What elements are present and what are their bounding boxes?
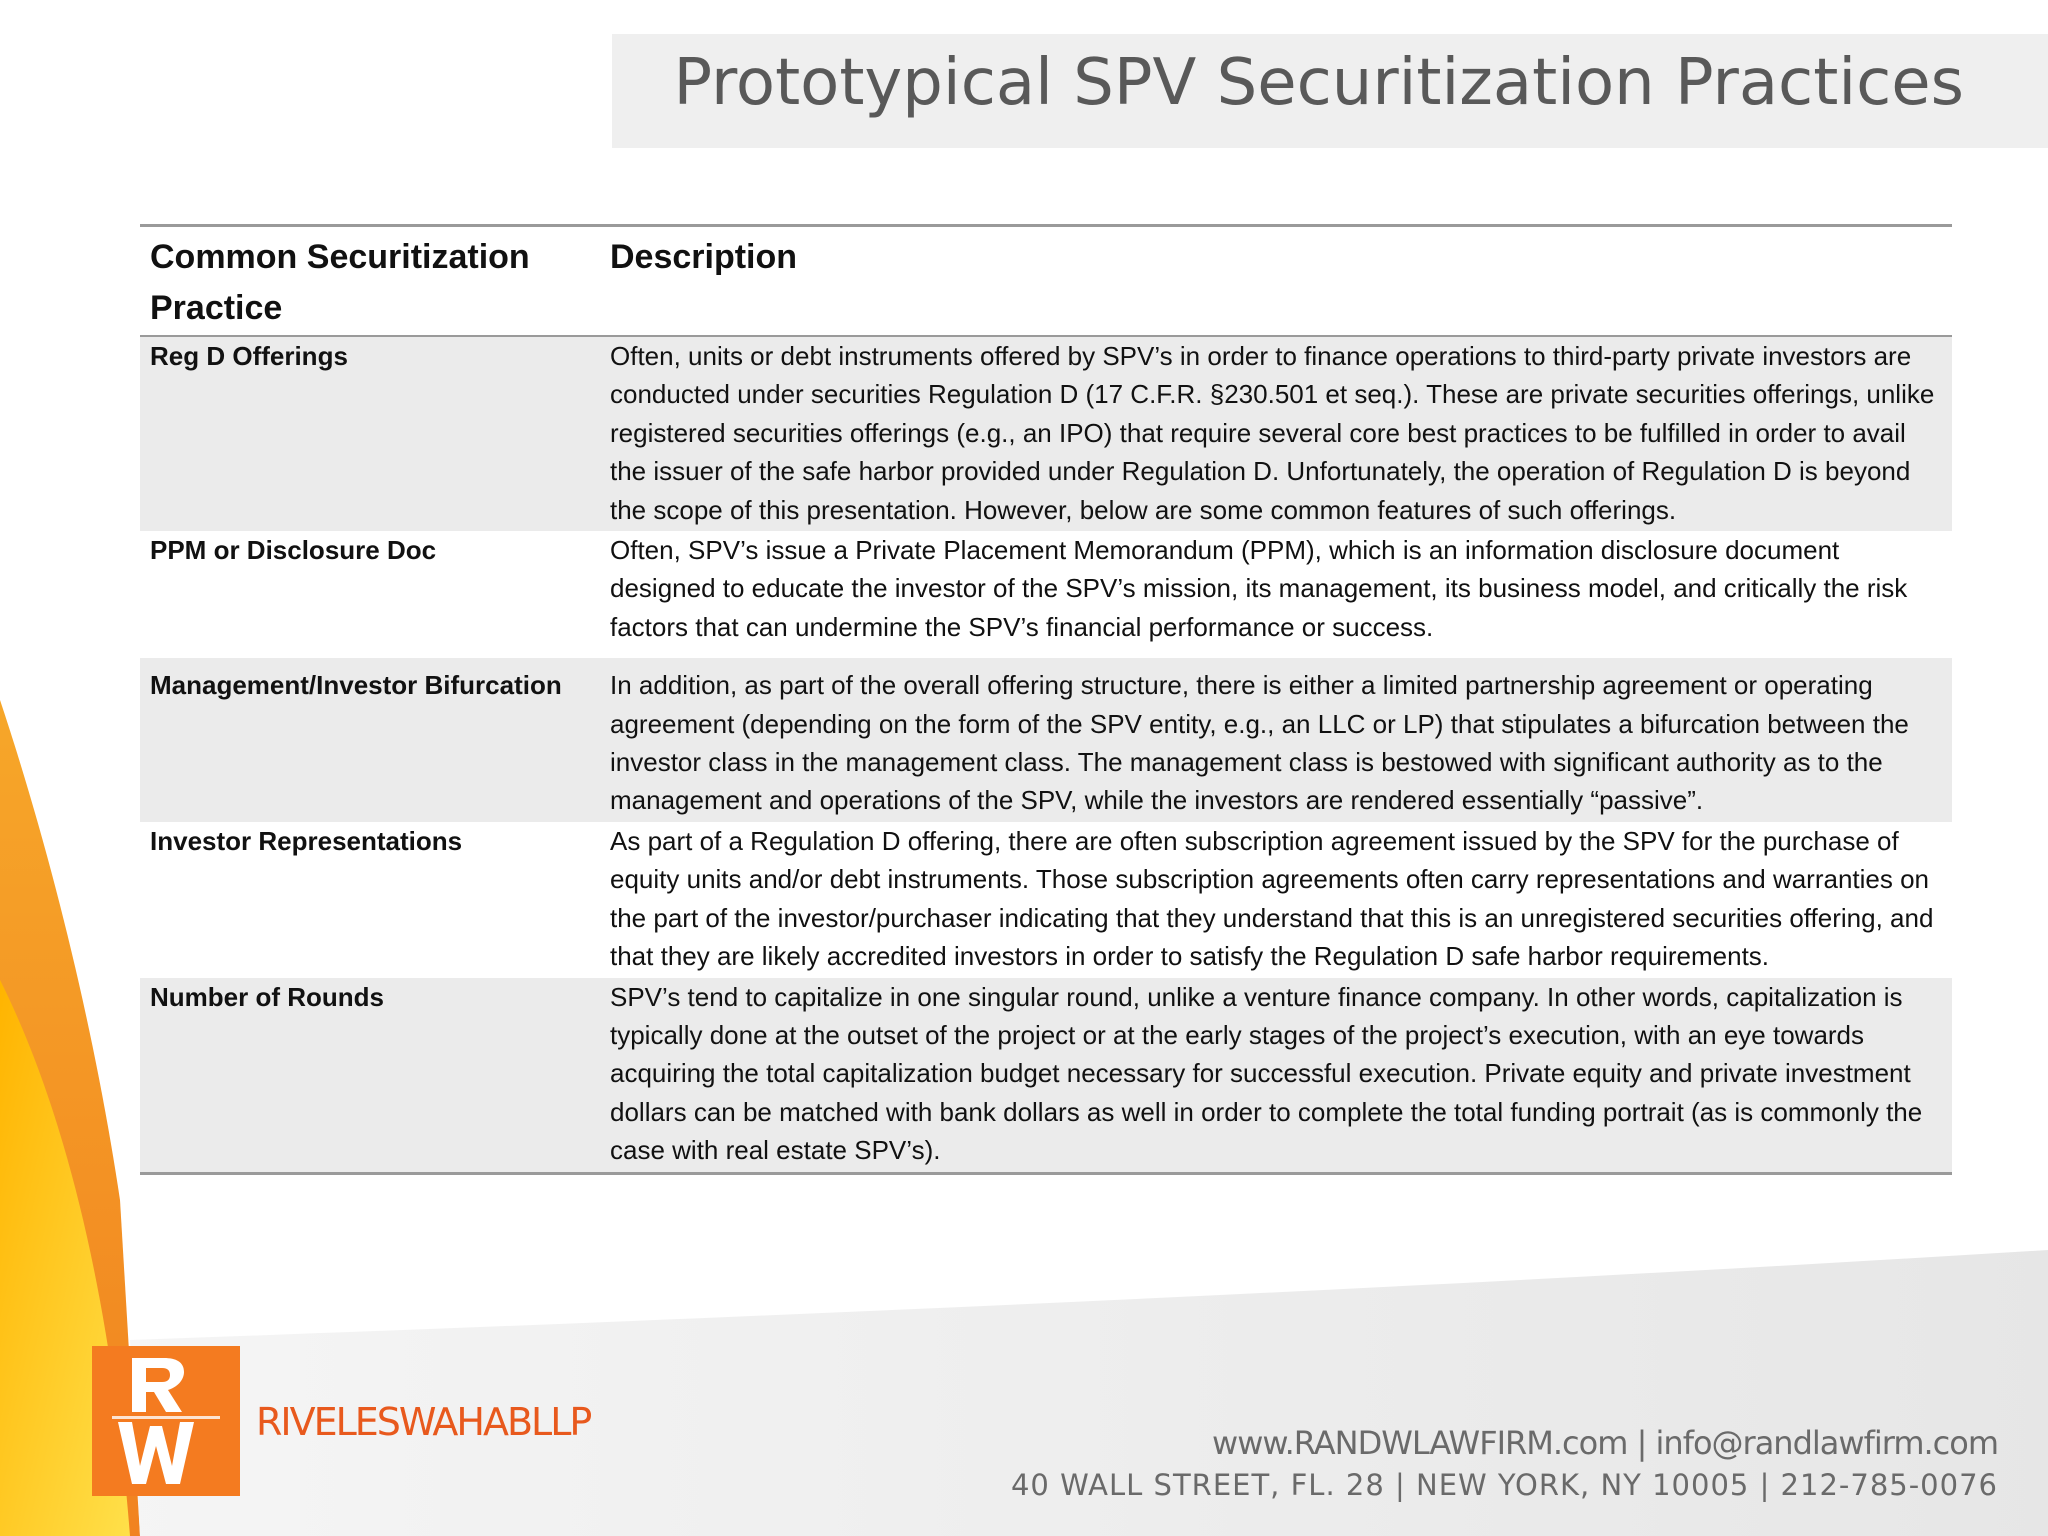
practices-table-container xyxy=(140,224,1952,1175)
table-header-row xyxy=(140,226,1952,337)
table-row xyxy=(140,822,1952,978)
description-cell: As part of a Regulation D offering, there are often subscription agreement issued by the SPV for the purchase of equity units and/or debt instruments. Those subscription agreements often carry representations and warranties on the part of the investor/purchaser indicating that they understand that this is an unregistered securities offering, and that they are likely accredited investors in order to satisfy the Regulation D safe harbor requirements. xyxy=(600,822,1952,978)
slide-title: Prototypical SPV Securitization Practices xyxy=(673,46,1964,120)
practice-cell: Investor Representations xyxy=(140,822,600,978)
practice-cell: Management/Investor Bifurcation xyxy=(140,658,600,822)
description-cell: Often, SPV’s issue a Private Placement Memorandum (PPM), which is an information disclosure document designed to educate the investor of the SPV’s mission, its management, its business model, and critically the risk factors that can undermine the SPV’s financial performance or success. xyxy=(600,531,1952,658)
firm-logo xyxy=(92,1346,240,1496)
table-row xyxy=(140,531,1952,658)
table-row xyxy=(140,978,1952,1174)
contact-line[interactable]: www.RANDWLAWFIRM.com | info@randlawfirm.com xyxy=(1212,1424,1998,1462)
table-row xyxy=(140,658,1952,822)
practice-cell: Number of Rounds xyxy=(140,978,600,1174)
practice-cell: Reg D Offerings xyxy=(140,336,600,531)
practice-cell: PPM or Disclosure Doc xyxy=(140,531,600,658)
table-row xyxy=(140,336,1952,531)
description-cell: Often, units or debt instruments offered by SPV’s in order to finance operations to third-party private investors are conducted under securities Regulation D (17 C.F.R. §230.501 et seq.). These are private securities offerings, unlike registered securities offerings (e.g., an IPO) that require several core best practices to be fulfilled in order to avail the issuer of the safe harbor provided under Regulation D. Unfortunately, the operation of Regulation D is beyond the scope of this presentation. However, below are some common features of such offerings. xyxy=(600,336,1952,531)
header-practice: Common Securitization Practice xyxy=(140,226,600,337)
practices-table xyxy=(140,224,1952,1175)
footer-contact xyxy=(1011,1424,1998,1502)
address-line: 40 WALL STREET, FL. 28 | NEW YORK, NY 10005 | 212-785-0076 xyxy=(1010,1468,1998,1502)
firm-name: RIVELESWAHABLLP xyxy=(256,1400,591,1444)
header-description: Description xyxy=(600,226,1952,337)
description-cell: SPV’s tend to capitalize in one singular round, unlike a venture finance company. In other words, capitalization is typically done at the outset of the project or at the early stages of the project’s execution, with an eye towards acquiring the total capitalization budget necessary for successful execution. Private equity and private investment dollars can be matched with bank dollars as well in order to complete the total funding portrait (as is commonly the case with real estate SPV’s). xyxy=(600,978,1952,1174)
description-cell: In addition, as part of the overall offering structure, there is either a limited partnership agreement or operating agreement (depending on the form of the SPV entity, e.g., an LLC or LP) that stipulates a bifurcation between the investor class in the management class. The management class is bestowed with significant authority as to the management and operations of the SPV, while the investors are rendered essentially “passive”. xyxy=(600,658,1952,822)
